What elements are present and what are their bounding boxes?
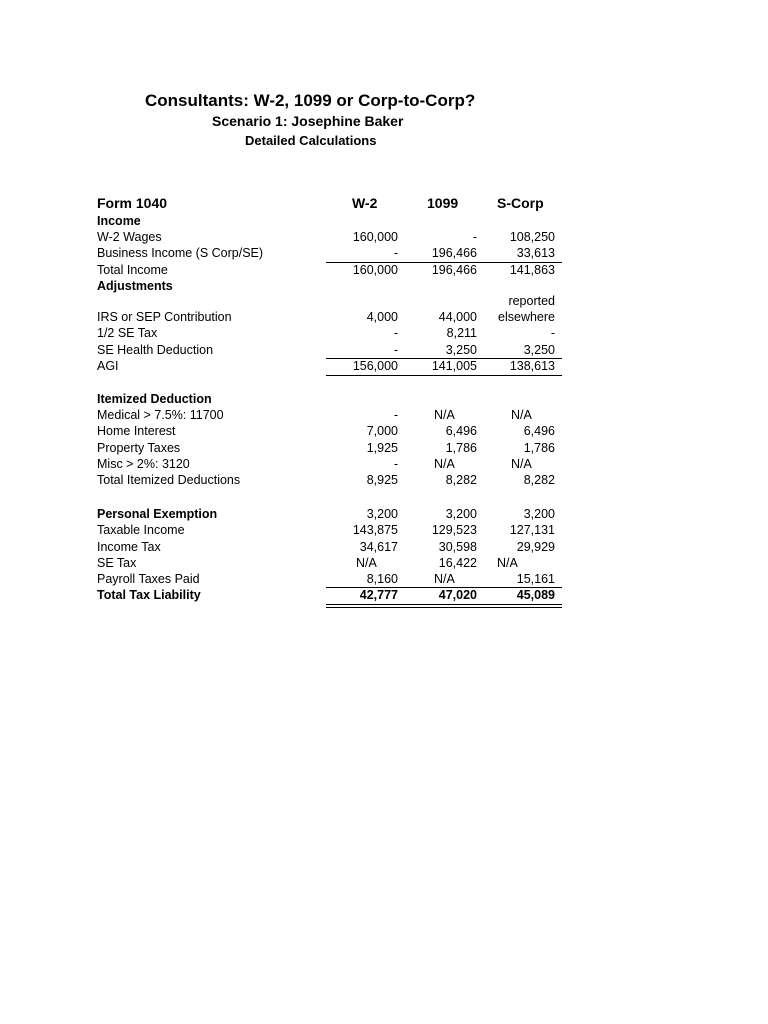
table-row <box>0 326 768 342</box>
1099-value: 3,250 <box>445 343 477 357</box>
scorp-value: 45,089 <box>516 588 555 602</box>
table-row <box>0 588 768 604</box>
w2-value: - <box>393 408 398 422</box>
row-label: Property Taxes <box>97 441 181 455</box>
scorp-value: 3,200 <box>523 507 555 521</box>
1099-value: 44,000 <box>438 310 477 324</box>
1099-value: 6,496 <box>445 424 477 438</box>
page-title: Consultants: W-2, 1099 or Corp-to-Corp? <box>145 91 476 110</box>
row-label: AGI <box>97 359 119 373</box>
w2-value: 42,777 <box>359 588 398 602</box>
row-label: Home Interest <box>97 424 176 438</box>
row-label: Total Itemized Deductions <box>97 473 241 487</box>
scorp-value: 108,250 <box>509 230 555 244</box>
table-row <box>0 294 768 310</box>
scorp-value: 15,161 <box>516 572 555 586</box>
scorp-value: N/A <box>511 457 532 471</box>
scorp-value: 138,613 <box>509 359 555 373</box>
1099-value: 8,211 <box>446 326 477 340</box>
1099-value: 196,466 <box>431 263 477 277</box>
w2-value: - <box>393 457 398 471</box>
table-row <box>0 523 768 539</box>
section-label: Adjustments <box>97 279 173 293</box>
row-label: Total Income <box>97 263 168 277</box>
section-label: Itemized Deduction <box>97 392 212 406</box>
itemized-section-header <box>0 392 768 408</box>
table-row <box>0 441 768 457</box>
1099-value: 47,020 <box>438 588 477 602</box>
table-row <box>0 457 768 473</box>
w2-value: - <box>393 343 398 357</box>
w2-value: 7,000 <box>366 424 398 438</box>
row-label: Medical > 7.5%: 11700 <box>97 408 224 422</box>
w2-value: 8,925 <box>366 473 398 487</box>
table-row <box>0 424 768 440</box>
1099-value: 1,786 <box>445 441 477 455</box>
w2-value: - <box>393 246 398 260</box>
1099-value: 141,005 <box>431 359 477 373</box>
w2-value: 143,875 <box>352 523 398 537</box>
scorp-value: 6,496 <box>523 424 555 438</box>
adjustments-section-header <box>0 279 768 295</box>
row-label: Business Income (S Corp/SE) <box>97 246 264 260</box>
scorp-value: elsewhere <box>498 310 555 324</box>
w2-value: - <box>393 326 398 340</box>
table-row <box>0 473 768 489</box>
row-label: Total Tax Liability <box>97 588 201 602</box>
table-row <box>0 556 768 572</box>
1099-value: N/A <box>434 408 455 422</box>
scorp-value: N/A <box>497 556 518 570</box>
table-row <box>0 230 768 246</box>
section-label: Income <box>97 214 141 228</box>
1099-value: 129,523 <box>431 523 477 537</box>
table-row <box>0 408 768 424</box>
scorp-note: reported <box>508 294 555 308</box>
table-row <box>0 359 768 375</box>
w2-value: 3,200 <box>366 507 398 521</box>
1099-column-header: 1099 <box>427 195 459 211</box>
scenario-subtitle: Scenario 1: Josephine Baker <box>212 113 404 129</box>
w2-value: 8,160 <box>366 572 398 586</box>
row-label: W-2 Wages <box>97 230 162 244</box>
row-label: Income Tax <box>97 540 161 554</box>
row-label: Misc > 2%: 3120 <box>97 457 190 471</box>
w2-value: 1,925 <box>366 441 398 455</box>
row-label: Taxable Income <box>97 523 185 537</box>
scorp-value: N/A <box>511 408 532 422</box>
table-row <box>0 540 768 556</box>
total-rule <box>326 375 562 376</box>
row-label: SE Health Deduction <box>97 343 214 357</box>
double-rule-bottom <box>326 607 562 608</box>
scorp-value: 33,613 <box>516 246 555 260</box>
w2-value: 34,617 <box>359 540 398 554</box>
form-1040-header: Form 1040 <box>97 195 168 211</box>
w2-value: 156,000 <box>352 359 398 373</box>
income-section-header <box>0 214 768 230</box>
scorp-value: 29,929 <box>516 540 555 554</box>
w2-value: 4,000 <box>366 310 398 324</box>
w2-column-header: W-2 <box>352 195 378 211</box>
table-row <box>0 263 768 279</box>
scorp-value: - <box>550 326 555 340</box>
scorp-value: 8,282 <box>523 473 555 487</box>
scorp-column-header: S-Corp <box>497 195 544 211</box>
table-row <box>0 310 768 326</box>
1099-value: 3,200 <box>445 507 477 521</box>
scorp-value: 141,863 <box>509 263 555 277</box>
row-label: IRS or SEP Contribution <box>97 310 232 324</box>
scorp-value: 1,786 <box>523 441 555 455</box>
1099-value: 196,466 <box>431 246 477 260</box>
1099-value: 16,422 <box>438 556 477 570</box>
table-row <box>0 507 768 523</box>
row-label: Payroll Taxes Paid <box>97 572 200 586</box>
1099-value: 8,282 <box>445 473 477 487</box>
w2-value: 160,000 <box>352 263 398 277</box>
w2-value: 160,000 <box>352 230 398 244</box>
w2-value: N/A <box>356 556 377 570</box>
1099-value: 30,598 <box>438 540 477 554</box>
double-rule-top <box>326 604 562 605</box>
detailed-calculations-heading: Detailed Calculations <box>245 133 377 148</box>
1099-value: N/A <box>434 457 455 471</box>
1099-value: - <box>472 230 477 244</box>
scorp-value: 3,250 <box>523 343 555 357</box>
row-label: 1/2 SE Tax <box>97 326 158 340</box>
table-row <box>0 246 768 262</box>
row-label: SE Tax <box>97 556 137 570</box>
table-row <box>0 572 768 588</box>
row-label: Personal Exemption <box>97 507 218 521</box>
1099-value: N/A <box>434 572 455 586</box>
scorp-value: 127,131 <box>509 523 555 537</box>
table-row <box>0 343 768 359</box>
